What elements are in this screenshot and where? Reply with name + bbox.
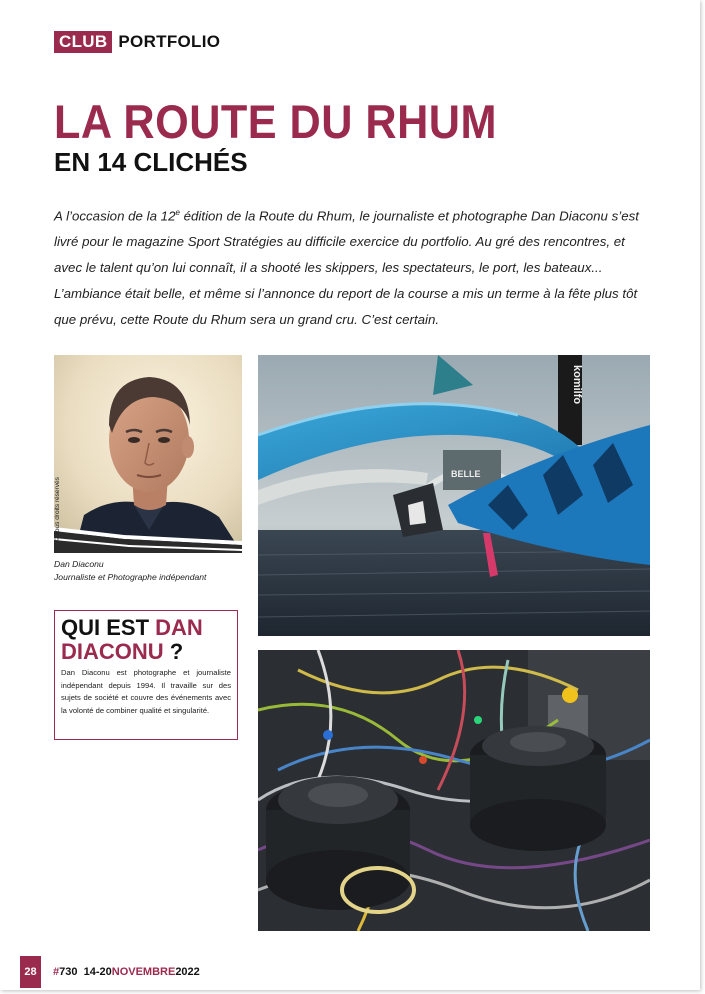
issue-number: 730: [59, 966, 78, 978]
section-label: PORTFOLIO: [118, 32, 221, 51]
intro-paragraph: [54, 200, 654, 333]
winches-photo: [258, 650, 650, 931]
caption-role: Journaliste et Photographe indépendant: [54, 572, 207, 582]
intro-text-start: A l’occasion de la 12: [54, 208, 176, 224]
section-header: [54, 31, 220, 53]
intro-text-rest: édition de la Route du Rhum, le journaliste et photographe Dan Diaconu s’est livré pour le magazine Sport Stratégies au difficile exercice du portfolio. Au gré des rencontres, et avec le talent qu’on lui connaît, il a shooté les skippers, les spectateurs, le port, les bateaux... L’ambiance était belle, et même si l’annonce du report de la course a mis un terme à la fête plus tôt que prévu, cette Route du Rhum sera un grand cru. C’est certain.: [54, 208, 639, 328]
issue-year: 2022: [175, 966, 200, 978]
venue-sign: BELLE: [451, 469, 481, 479]
photo-credit: © Tous droits réservés: [53, 477, 61, 542]
section-badge: CLUB: [54, 31, 112, 53]
portrait-caption: [54, 558, 206, 584]
bio-box-title: QUI EST DAN DIACONU ?: [61, 615, 203, 664]
intro-ordinal: e: [175, 208, 180, 217]
issue-info: #730 14-20NOVEMBRE2022: [53, 966, 200, 978]
bio-box: [54, 610, 238, 740]
page-subtitle: EN 14 CLICHÉS: [54, 147, 248, 177]
issue-dates: 14-20: [83, 966, 112, 978]
page-footer: [20, 956, 200, 988]
page-number: 28: [20, 956, 41, 988]
bio-box-text: Dan Diaconu est photographe et journaliste indépendant depuis 1994. Il travaille sur des sujets de société et couvre des événements avec la volonté de combiner qualité et singularité.: [61, 668, 231, 715]
page-title: LA ROUTE DU RHUM: [54, 95, 497, 148]
bio-box-name: DAN DIACONU: [61, 615, 203, 664]
caption-name: Dan Diaconu: [54, 559, 104, 569]
boat-hull-photo: [258, 355, 650, 636]
issue-month: NOVEMBRE: [111, 966, 176, 978]
portrait-photo: [54, 355, 242, 553]
mast-sponsor: komilfo: [571, 365, 583, 405]
